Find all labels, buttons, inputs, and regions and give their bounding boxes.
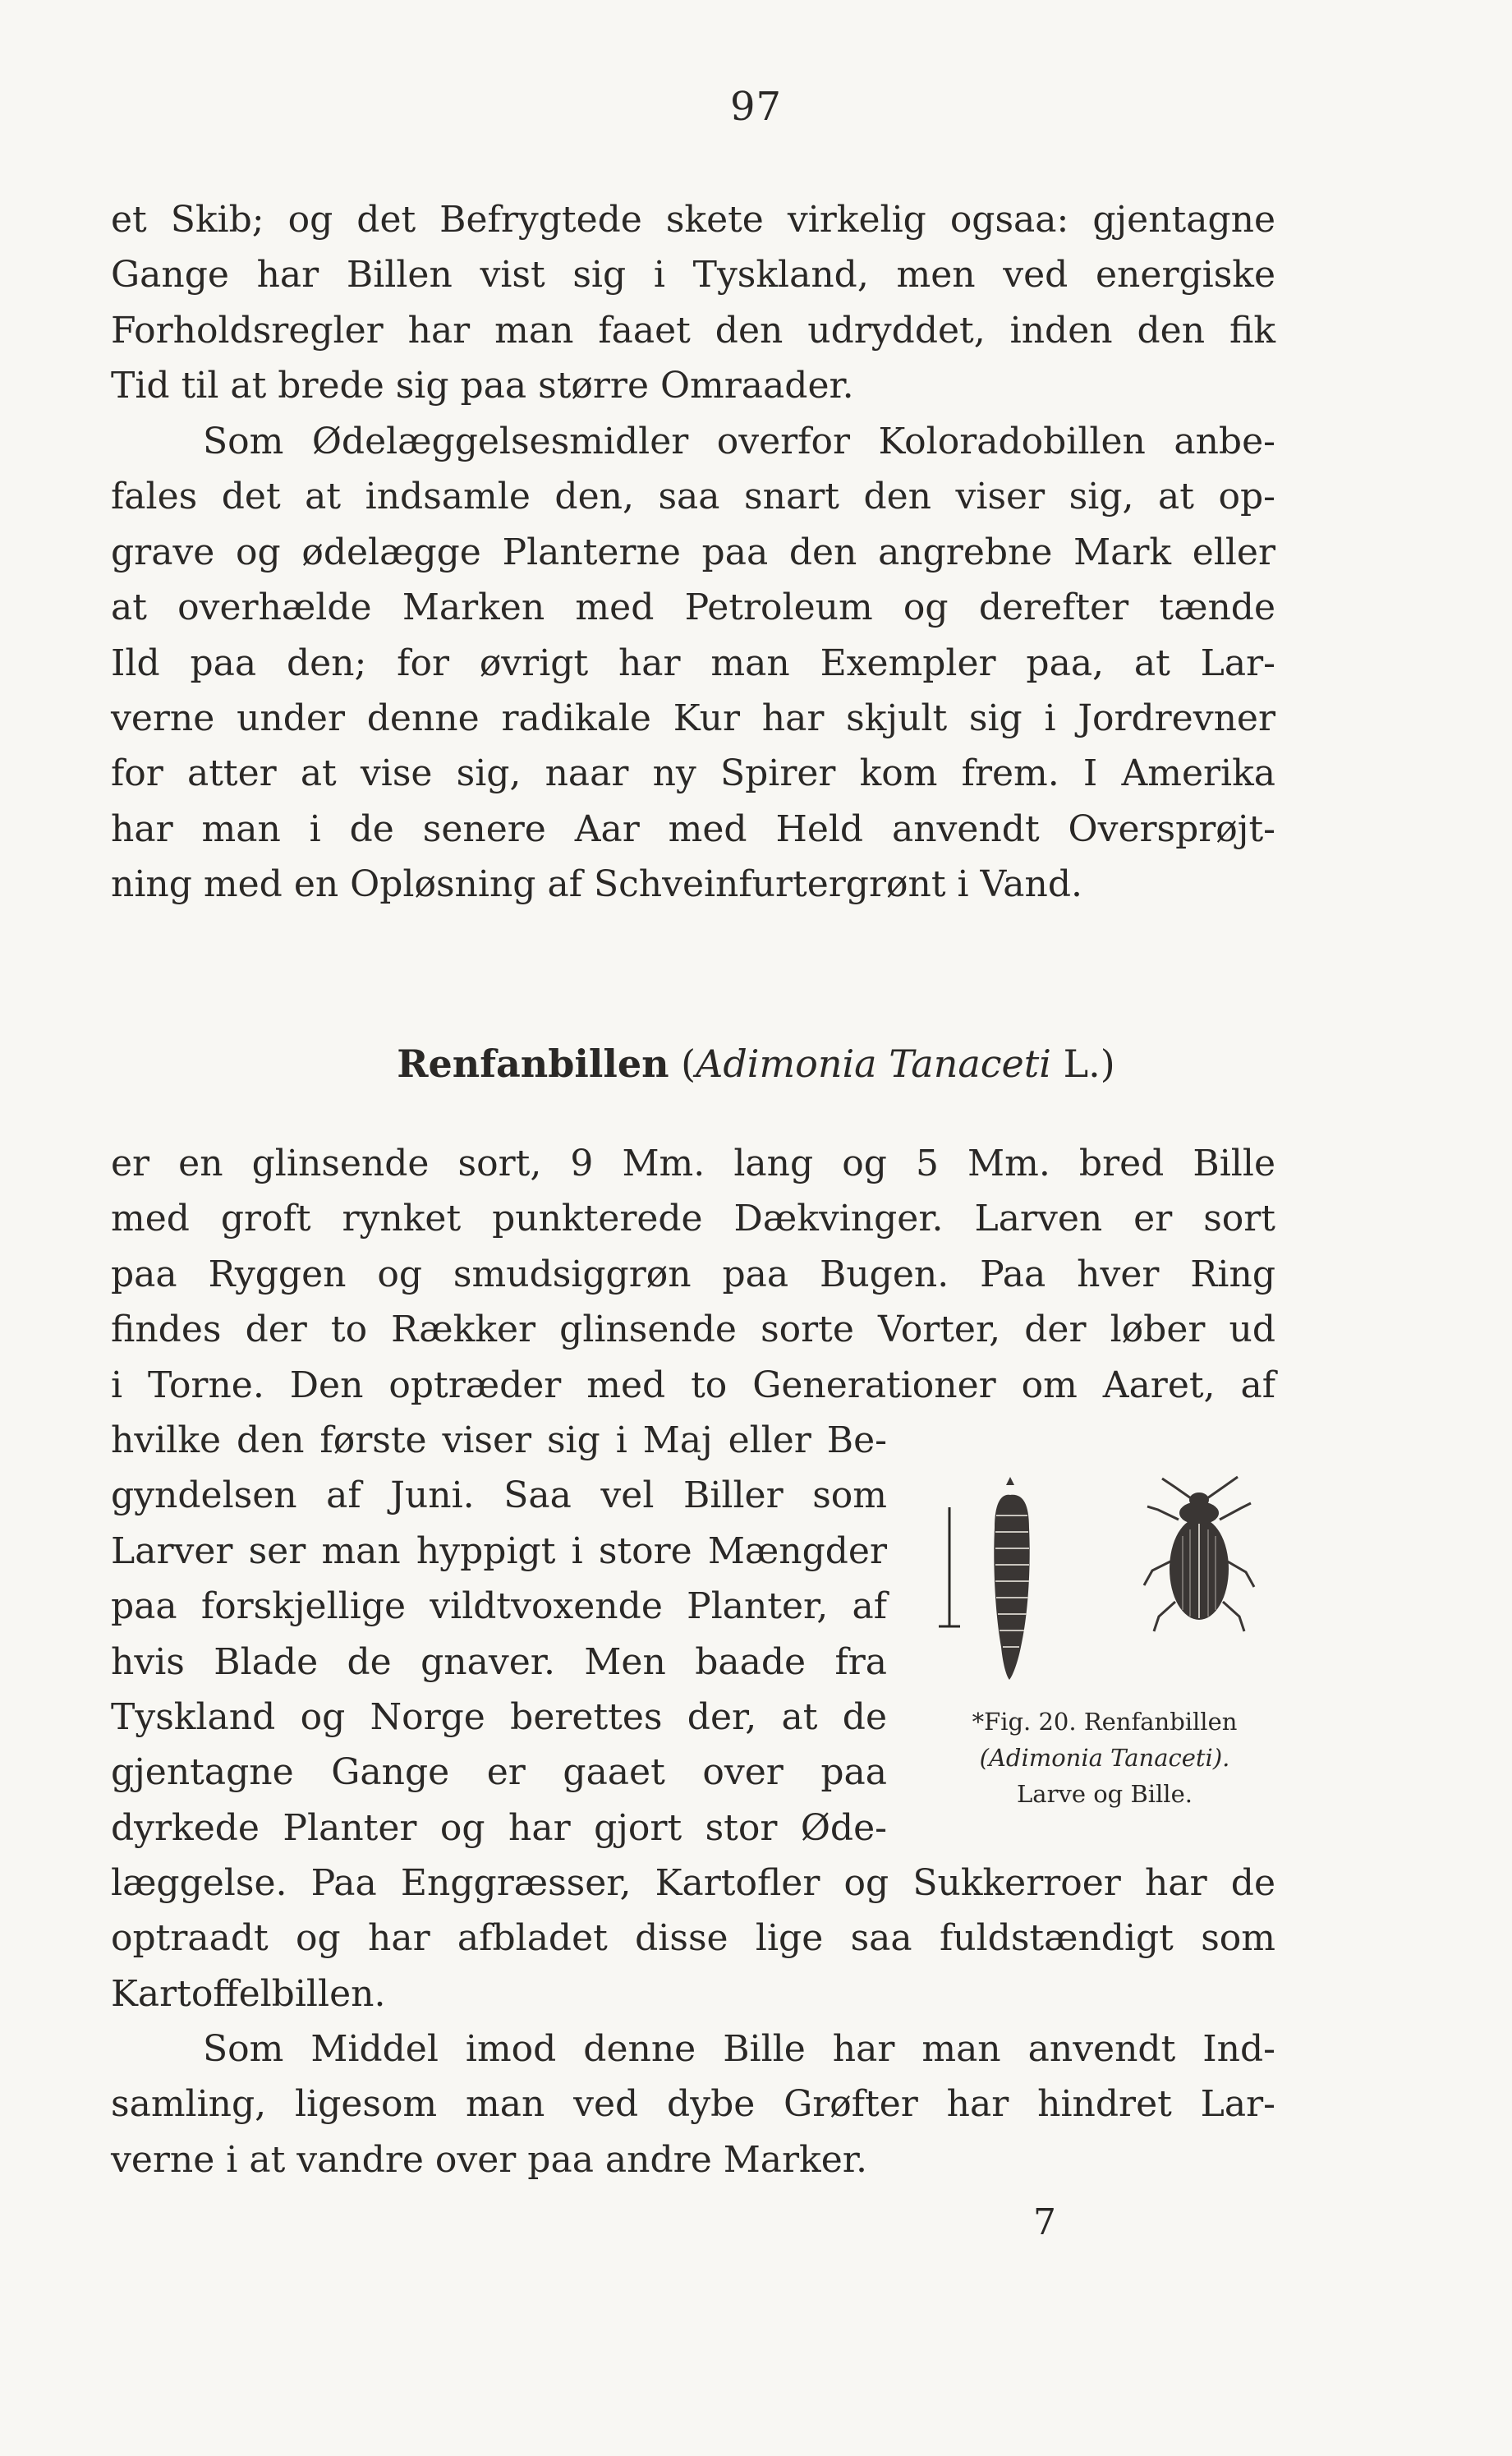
text-line: Som Ødelæggelsesmidler overfor Koloradobillen anbe-	[203, 421, 1275, 462]
section-heading	[0, 1042, 1512, 1086]
text-line: Forholdsregler har man faaet den udryddet, inden den fik	[111, 309, 1275, 352]
text-line: grave og ødelægge Planterne paa den angrebne Mark eller	[111, 531, 1275, 573]
text-line: paa Ryggen og smudsiggrøn paa Bugen. Paa hver Ring	[111, 1253, 1275, 1295]
text-line: verne i at vandre over paa andre Marker.	[111, 2138, 867, 2181]
caption-line-3: Larve og Bille.	[1017, 1780, 1193, 1808]
text-line: i Torne. Den optræder med to Generationer om Aaret, af	[111, 1364, 1275, 1406]
text-line: gjentagne Gange er gaaet over paa	[111, 1751, 887, 1794]
paragraph-1	[111, 192, 1275, 414]
text-line: for atter at vise sig, naar ny Spirer kom frem. I Amerika	[111, 752, 1275, 795]
text-line: Larver ser man hyppigt i store Mængder	[111, 1529, 887, 1572]
text-line: Gange har Billen vist sig i Tyskland, men ved energiske	[111, 254, 1275, 297]
text-line: dyrkede Planter og har gjort stor Øde-	[111, 1806, 887, 1849]
paragraph-3-rest	[111, 1856, 1275, 2021]
text-line: hvilke den første viser sig i Maj eller Be-	[111, 1419, 887, 1461]
beetle-icon	[1144, 1477, 1254, 1631]
heading-title: Renfanbillen	[397, 1042, 669, 1086]
larva-icon	[994, 1477, 1029, 1680]
heading-open: (	[681, 1042, 696, 1086]
text-line: ning med en Opløsning af Schveinfurtergrønt i Vand.	[111, 863, 1083, 906]
text-line: Ild paa den; for øvrigt har man Exempler paa, at Lar-	[111, 642, 1275, 684]
printer-signature-mark: 7	[1033, 2201, 1056, 2243]
caption-line-2: (Adimonia Tanaceti).	[979, 1744, 1230, 1772]
text-line: et Skib; og det Befrygtede skete virkelig ogsaa: gjentagne	[111, 199, 1275, 241]
paragraph-3-full	[111, 1136, 1275, 1413]
larva-and-beetle-drawing	[932, 1470, 1277, 1684]
text-line: paa forskjellige vildtvoxende Planter, af	[111, 1585, 887, 1628]
text-line: optraadt og har afbladet disse lige saa fuldstændigt som	[111, 1917, 1275, 1960]
paragraph-2	[111, 414, 1275, 913]
paragraph-3-narrow	[111, 1413, 887, 1856]
figure-beetle-illustration	[932, 1470, 1277, 1684]
text-line: Kartoffelbillen.	[111, 1972, 386, 2015]
text-line: fales det at indsamle den, saa snart den viser sig, at op-	[111, 476, 1275, 518]
text-line: er en glinsende sort, 9 Mm. lang og 5 Mm. bred Bille	[111, 1143, 1275, 1184]
text-line: gyndelsen af Juni. Saa vel Biller som	[111, 1474, 887, 1517]
text-line: verne under denne radikale Kur har skjult sig i Jordrevner	[111, 697, 1275, 740]
text-line: Som Middel imod denne Bille har man anvendt Ind-	[203, 2028, 1275, 2070]
text-line: med groft rynket punkterede Dækvinger. Larven er sort	[111, 1198, 1275, 1240]
text-line: har man i de senere Aar med Held anvendt Oversprøjt-	[111, 807, 1275, 850]
page-number: 97	[729, 84, 783, 130]
text-line: findes der to Rækker glinsende sorte Vorter, der løber ud	[111, 1308, 1275, 1351]
heading-latin-name: Adimonia Tanaceti	[696, 1042, 1051, 1086]
figure-caption	[924, 1704, 1285, 1812]
text-line: hvis Blade de gnaver. Men baade fra	[111, 1640, 887, 1683]
text-line: Tyskland og Norge berettes der, at de	[111, 1696, 887, 1739]
paragraph-4	[111, 2021, 1275, 2187]
text-line: læggelse. Paa Enggræsser, Kartofler og Sukkerroer har de	[111, 1862, 1275, 1904]
text-line: at overhælde Marken med Petroleum og derefter tænde	[111, 586, 1275, 629]
heading-suffix: L.)	[1050, 1042, 1115, 1086]
text-line: Tid til at brede sig paa større Omraader.	[111, 365, 854, 407]
text-line: samling, ligesom man ved dybe Grøfter har hindret Lar-	[111, 2083, 1275, 2126]
caption-line-1: *Fig. 20. Renfanbillen	[972, 1708, 1238, 1736]
